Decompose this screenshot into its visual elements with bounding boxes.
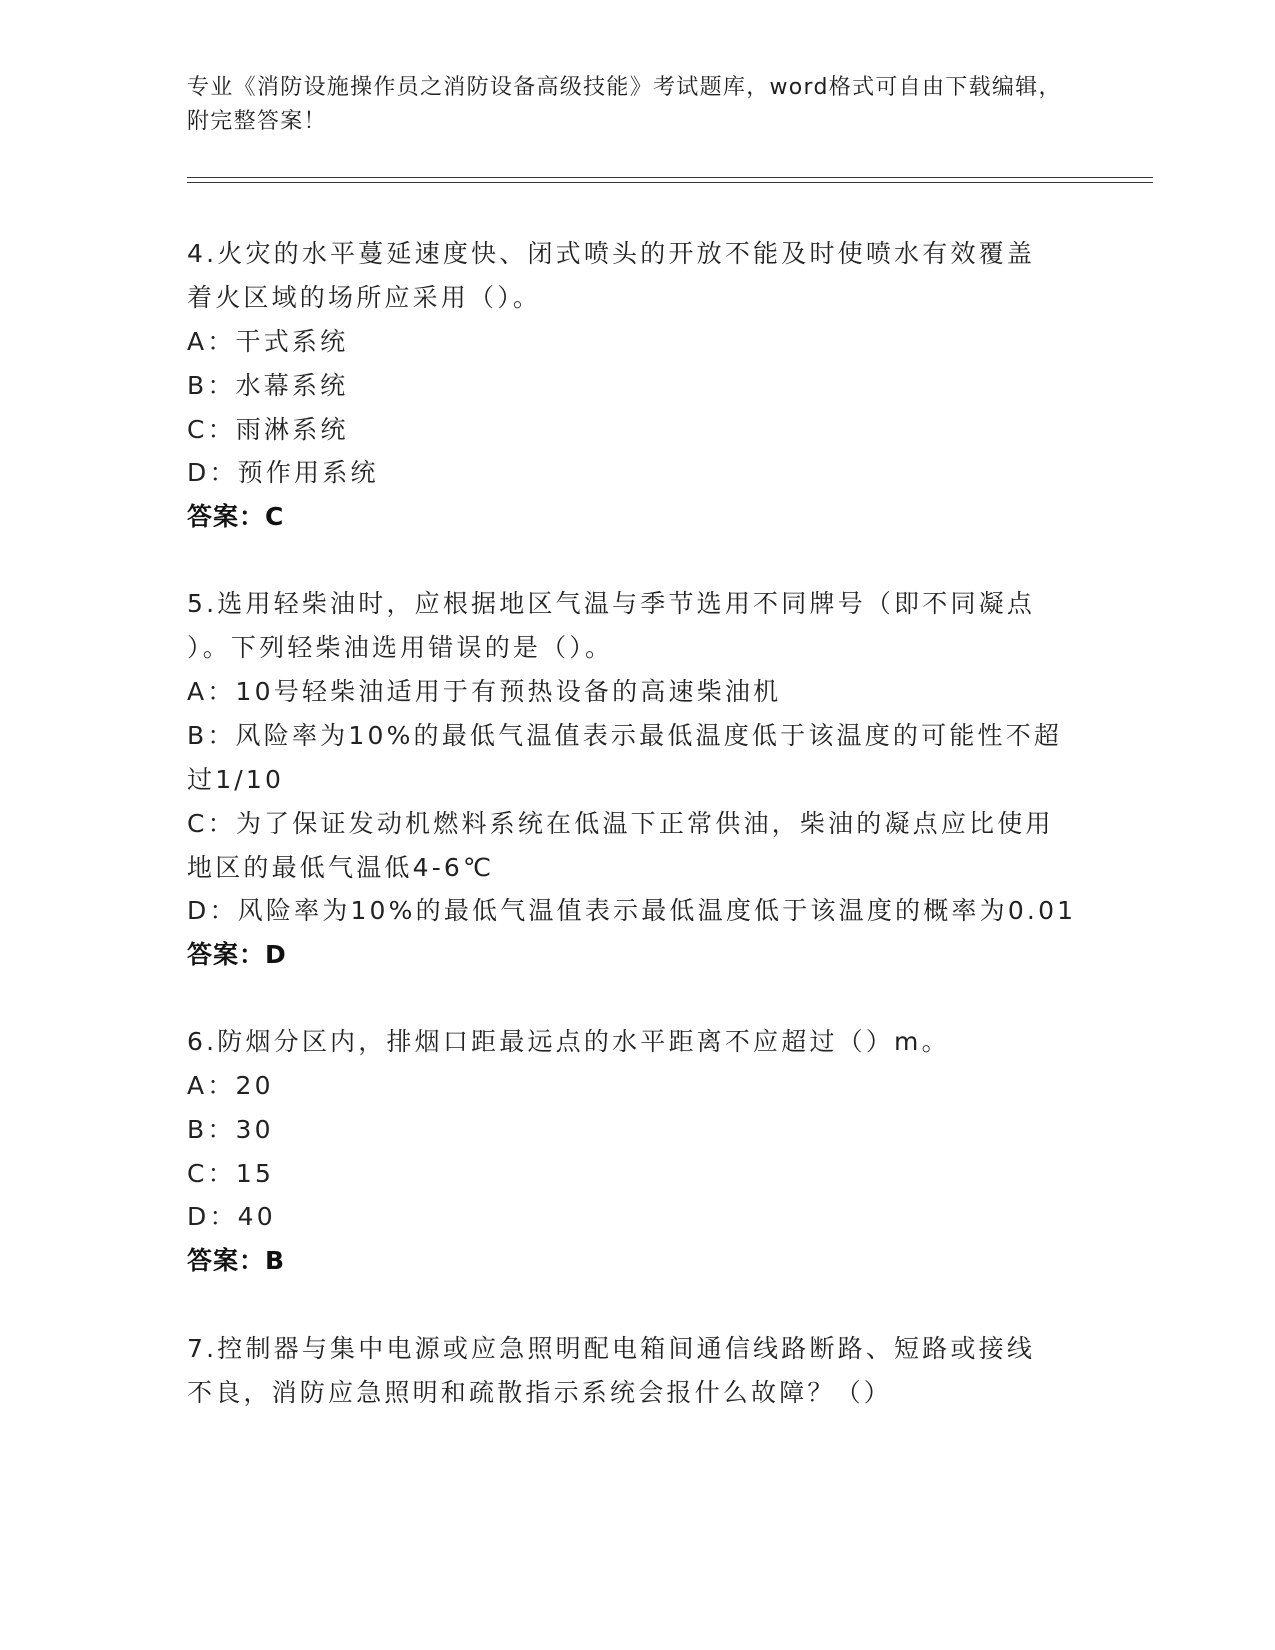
question-4-option-d: D：预作用系统 xyxy=(187,458,379,487)
document-header: 专业《消防设施操作员之消防设备高级技能》考试题库，word格式可自由下载编辑，附完整答案！ xyxy=(187,75,1062,134)
question-5-option-b-line-2: 过1/10 xyxy=(187,765,285,794)
question-4-stem-line-1: 4.火灾的水平蔓延速度快、闭式喷头的开放不能及时使喷水有效覆盖 xyxy=(187,239,1036,268)
question-5-option-c-line-1: C：为了保证发动机燃料系统在低温下正常供油，柴油的凝点应比使用 xyxy=(187,809,1054,838)
question-6-option-d: D：40 xyxy=(187,1202,276,1231)
question-6-answer: 答案：B xyxy=(187,1246,286,1275)
question-5-option-b-line-1: B：风险率为10%的最低气温值表示最低温度低于该温度的可能性不超 xyxy=(187,721,1063,750)
question-6-option-c: C：15 xyxy=(187,1159,275,1188)
question-5-stem-line-1: 5.选用轻柴油时，应根据地区气温与季节选用不同牌号（即不同凝点 xyxy=(187,589,1036,618)
question-4-option-a: A：干式系统 xyxy=(187,327,349,356)
question-7-stem-line-1: 7.控制器与集中电源或应急照明配电箱间通信线路断路、短路或接线 xyxy=(187,1334,1036,1363)
question-5-option-d: D：风险率为10%的最低气温值表示最低温度低于该温度的概率为0.01 xyxy=(187,896,1077,925)
question-4-option-b: B：水幕系统 xyxy=(187,371,349,400)
question-7-stem-line-2: 不良，消防应急照明和疏散指示系统会报什么故障？（） xyxy=(187,1378,893,1407)
question-5-answer: 答案：D xyxy=(187,940,287,969)
header-divider-bottom xyxy=(187,182,1153,183)
question-5-option-a: A：10号轻柴油适用于有预热设备的高速柴油机 xyxy=(187,677,782,706)
question-6-stem-line-1: 6.防烟分区内，排烟口距最远点的水平距离不应超过（）m。 xyxy=(187,1027,950,1056)
header-divider-top xyxy=(187,177,1153,178)
question-4-option-c: C：雨淋系统 xyxy=(187,415,349,444)
question-6-option-a: A：20 xyxy=(187,1071,274,1100)
question-5-option-c-line-2: 地区的最低气温低4-6℃ xyxy=(187,853,495,882)
question-5-stem-line-2: ）。下列轻柴油选用错误的是（）。 xyxy=(187,633,614,662)
question-4-stem-line-2: 着火区域的场所应采用（）。 xyxy=(187,283,542,312)
question-4-answer: 答案：C xyxy=(187,502,285,531)
question-6-option-b: B：30 xyxy=(187,1115,274,1144)
